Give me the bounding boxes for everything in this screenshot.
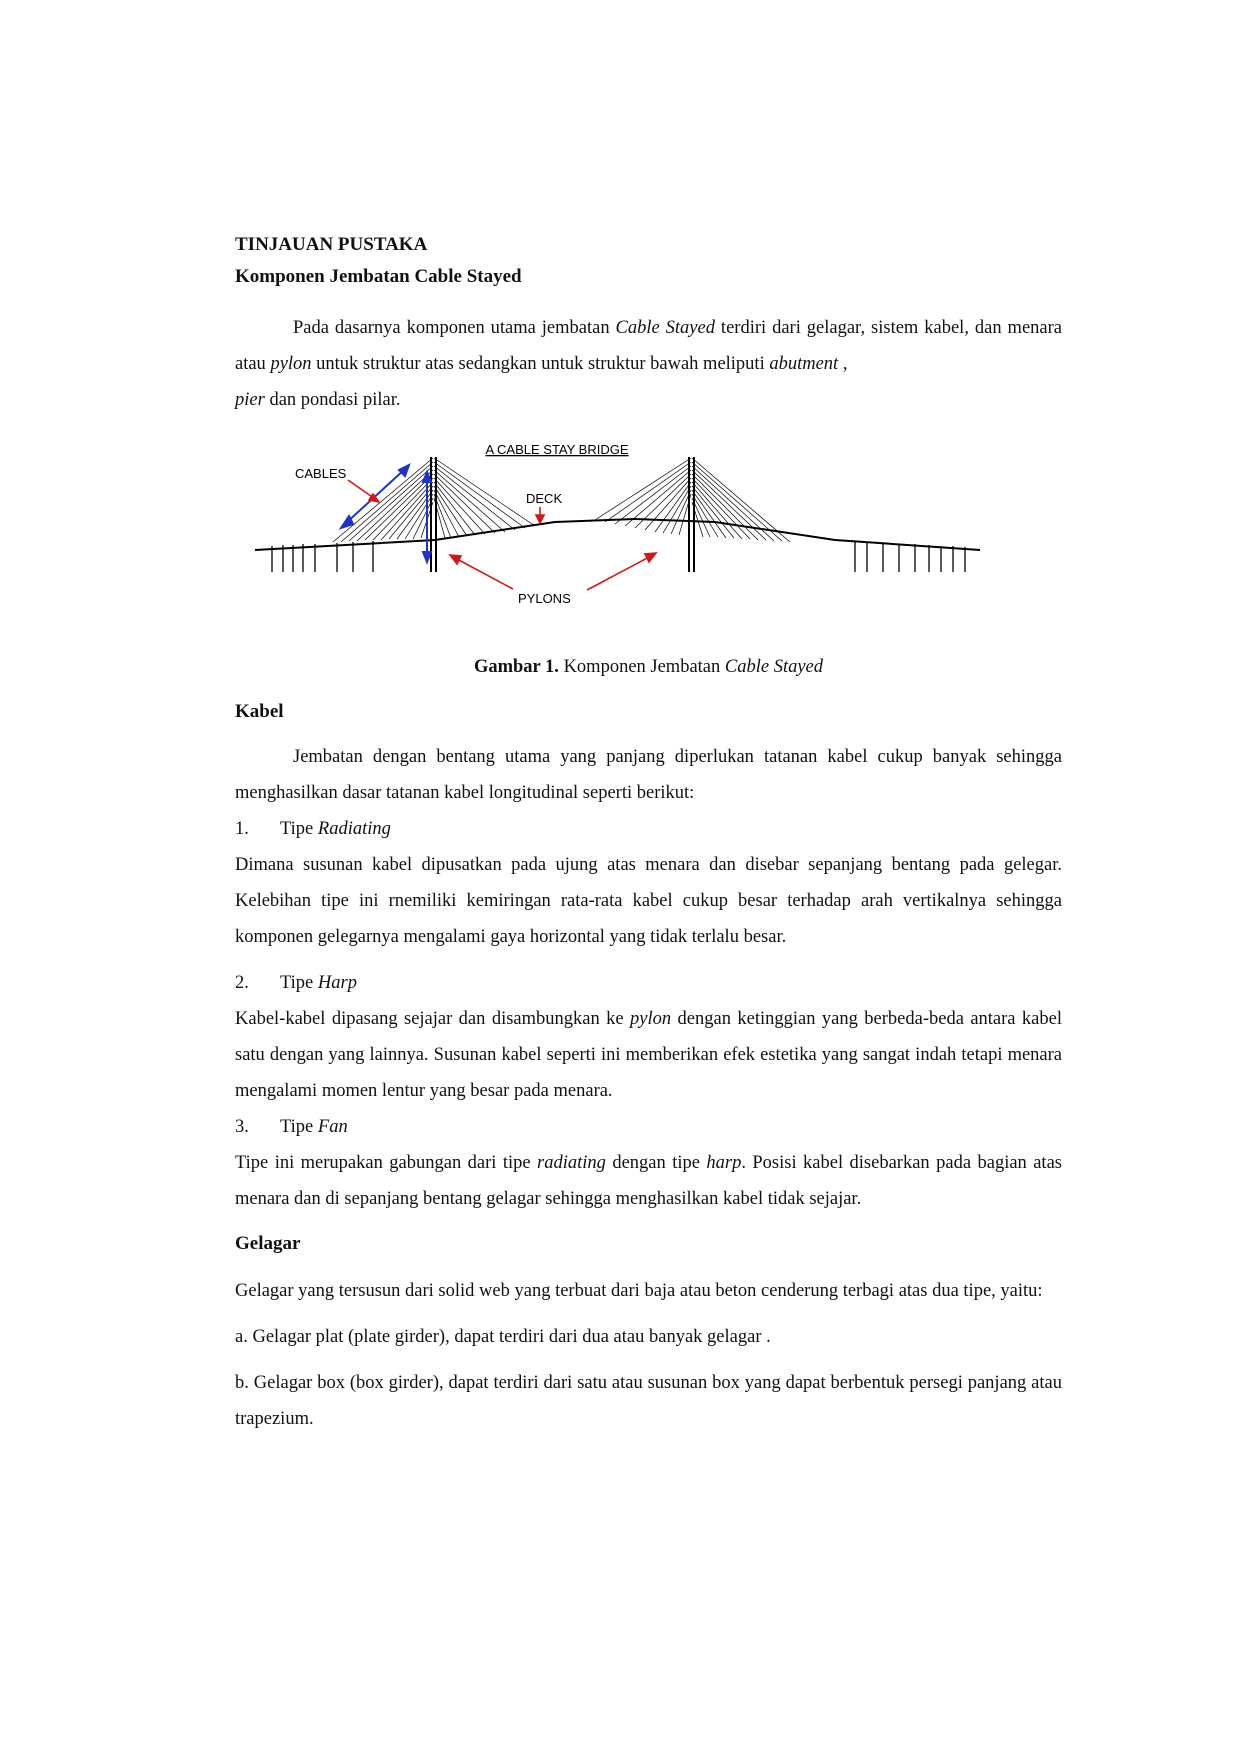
intro-paragraph: Pada dasarnya komponen utama jembatan Cable Stayed terdiri dari gelagar, sistem kabel, dan menara atau pylon untuk struktur atas sedangkan untuk struktur bawah meliputi abutment , pier dan pondasi pilar. — [235, 318, 1062, 410]
kabel-item-3: 3. Tipe Fan — [235, 1116, 348, 1137]
gelagar-item-b: b. Gelagar box (box girder), dapat terdiri dari satu atau susunan box yang dapat berbentuk persegi panjang atau trapezium. — [235, 1372, 1062, 1429]
section-heading: TINJAUAN PUSTAKA — [235, 234, 428, 255]
kabel-heading: Kabel — [235, 700, 284, 722]
gelagar-intro: Gelagar yang tersusun dari solid web yang terbuat dari baja atau beton cenderung terbagi atas dua tipe, yaitu: — [235, 1280, 1043, 1301]
kabel-item-2-desc: Kabel-kabel dipasang sejajar dan disambungkan ke pylon dengan ketinggian yang berbeda-beda antara kabel satu dengan yang lainnya. Susunan kabel seperti ini memberikan efek estetika yang sangat indah tetapi menara mengalami momen lentur yang besar pada menara. — [235, 1008, 1062, 1101]
right-mainspan-cables — [595, 458, 691, 535]
document-page — [235, 232, 1062, 1437]
subsection-heading: Komponen Jembatan Cable Stayed — [235, 266, 522, 287]
left-mainspan-cables — [434, 458, 535, 538]
label-pylons: PYLONS — [518, 591, 571, 606]
gelagar-heading: Gelagar — [235, 1232, 301, 1254]
bridge-figure — [235, 442, 1062, 632]
label-deck: DECK — [526, 491, 563, 506]
kabel-item-3-desc: Tipe ini merupakan gabungan dari tipe radiating dengan tipe harp. Posisi kabel disebarkan pada bagian atas menara dan di sepanjang bentang gelagar sehingga menghasilkan kabel tidak sejajar. — [235, 1152, 1062, 1209]
cable-stayed-bridge-diagram — [235, 442, 1062, 632]
label-arrows — [348, 480, 656, 590]
kabel-intro: Jembatan dengan bentang utama yang panjang diperlukan tatanan kabel cukup banyak sehingga menghasilkan dasar tatanan kabel longitudinal seperti berikut: — [235, 746, 1062, 803]
label-cables: CABLES — [295, 466, 347, 481]
gelagar-item-a: a. Gelagar plat (plate girder), dapat terdiri dari dua atau banyak gelagar . — [235, 1326, 771, 1347]
kabel-item-1: 1. Tipe Radiating — [235, 818, 391, 839]
left-backspan-cables — [333, 458, 433, 542]
right-backspan-cables — [692, 458, 790, 542]
kabel-item-2: 2. Tipe Harp — [235, 972, 357, 993]
figure-caption: Gambar 1. Komponen Jembatan Cable Stayed — [473, 657, 824, 677]
figure-title: A CABLE STAY BRIDGE — [485, 442, 629, 457]
kabel-item-1-desc: Dimana susunan kabel dipusatkan pada ujung atas menara dan disebar sepanjang bentang pada gelegar. Kelebihan tipe ini rnemiliki kemiringan rata-rata kabel cukup besar terhadap arah vertikalnya sehingga komponen gelegarnya mengalami gaya horizontal yang tidak terlalu besar. — [235, 854, 1062, 947]
